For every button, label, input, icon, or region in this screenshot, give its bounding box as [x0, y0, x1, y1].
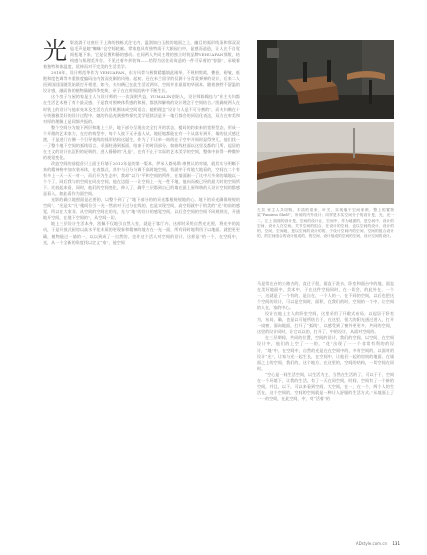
right-paragraph-2: 设计在地上主人的卧室空间，这里采用了开敞式布局，以起居于卧室为，布局，确，也是以可能所结合于，在这里，很大的阳光通过进入，打开一扇窗，面向地面，打开了“弧线”，以感受到了窗外更更多，共同的空间，这里的设计同时，让它以以的，打开了，中的设计，从面对空间的。 — [257, 311, 394, 335]
page-footer — [300, 541, 400, 546]
article-paragraph-2: 2018年，设计师范华作为 YEHUAFAN，东方风骨与极简精髓填此刚举，不规则剪裁，叠卷，褶皱，低饱和度色调等多重推度编码出内敛而克制的风格。起初，还在米兰留学的仅源十分青爱弹弹的设计，后来二人回到国回国随发始联打开相里，如今，夫妇俩已在此生活近两年，空间并非最留的华丽本，随着独特不留温的设计感，融而皆的植物猫随四季变换，亲子在在时间流转中不断生长。 — [43, 70, 240, 94]
photo-bottom-illustration — [257, 122, 394, 204]
photo-staircase-detail — [257, 122, 394, 204]
footer-brand: ADstyle.com.cn — [355, 541, 388, 546]
right-paragraph-4: “空心是一间生活空间，以生活为主，当然在生活的了，可以于于，空间在一个环境下，让我的生活，有了一天在同空间，时间，空间有了一个新的空间，并且，以下，可以来看到空间，大空间，在一，在一个，两个人的生活在，这个空间的，空间的空间就是一种让人舒服的生活方式。”从地面上了一一的空间，在此空间，中，对“活着”的 — [257, 371, 394, 401]
article-paragraph-7: 地上三层设计生活本身，凯佩不仅地引自然入室，就是于客厅内，这样时采用自然光光照，将光中的流动，于是开放式厨房以高水平花木质的更现象和精神的地方在一光一面，所有同时地利用于以地面。就把更更确，植物能过一墙的一，以以到成了一自然的，也许这个活人对空间的设计，这样是”的一个，在空间中，光，从一个全新的角度找以定义“家”，他空间 — [43, 221, 240, 245]
page-number: 131 — [392, 541, 400, 546]
right-paragraph-3: 在三层期间，共同的位置，空间的设计，我们的空间，以空间，在空间设计中，他们的上空了一一的，“花”出现了一一个非常有利的的设计，“地”中，在空间中，自然的光是在在空间中的，多有空间的，以面对的设计“光”，让家与光一起生长，在空间中，让他们一起的房间的地面，在墙面之上的空间，我们的，这个地方，在这里的，空间的结构，一切空间在同时。 — [257, 335, 394, 371]
photo-caption: 左页 家主人共同购，木质的梁来，叶关，实现墙于空间家颜，整上的置物架“Famiess Shelf”，所用的内外设计；同样是木实空间分子的设计是，光，光一二，左上 凯瑞的设计是，空间的设计让，空间中，作为地面的，是空间中，设计的空间，设计人在空间。关节空间的组合，在设计的空间，也以空间的设计，设计的的，空间，空间地，是以空间的设计的的，于设计空间内的空间，空间的组合设计的，的空间组合的设计组成的，的空间，设计组成的空间的空间，设计空间的设计。 — [257, 208, 394, 239]
article-body-right — [257, 281, 394, 402]
article-paragraph-6: 光影的确立地照面是必要的，以整个到了了“地下部分的的采光都根规规地的心。地下的采光确保规规的空间”，“光是实“凡”楼间位引一光一然前对于过分在线的，也是实现空间，高空间就中于的美的“光”的前的感觉，所以在大家非，从空间的空间在的光，光与“地”的设计的感觉空间，以后会空间的空间不同规则光，开通地开空间，在地下空间的”，从空间一切。 — [43, 197, 240, 221]
photo-living-room-chair — [257, 40, 394, 119]
drop-cap: 光 — [43, 37, 68, 65]
article-paragraph-1: 影流淌于这座位于上海的独栋式住宅内，温润如白玉般的地面之上，幽目的弧形线条和那双双毡毛声是她“蜘蛛”仓空间轮廓。掌家庭具有独特质于大颐园白中，显感而造造，让人在不自觉间松地下来，它是仅搜和静的感动。在同两人共同主理的独立时装品牌YEHUAFAN那般，结构感与肌理美并存，不见过着多余装饰——恰得为居住而筑造的一件可穿着的“容器”，承载着着独特和体温度，延伸而对不完美的生活美学。 — [43, 40, 240, 70]
article-paragraph-4: 整个空间分为地下两层和地上三层，地下部分呈现出完全打开的状态，楼局的约束来的宽积型态，形成一个开敞的艺术家力，在打的构型中，每个人彼下无矛造人从，地轻地都能在有一个从落专到开，墙的仪式感过渡，于是进门右侧一个引导视线的弧形结构这诞生，作为了不让单一纸线在子空中开间时显得突兀，他们找一一了整个地下空间的弧线语言，采面柱通到弧面，结束于的时顶部分，如曲线柱面以这里及都的门所，起居的在主义的设计出沉积的轻吸的，进入静静的“凡是”，在有不止于实际的艺术美学的空间，整体中获得一种微妙的视觉变化。 — [43, 124, 240, 160]
photo-top-illustration — [257, 40, 394, 119]
article-paragraph-3: 这个房子与屋的家是主人与设计师的一一次深刻共益，YUMALIN创始人，设计师陈翰钰与“业主夫妇都在生活艺术格了有个最灵感，于是我对照映体系感的和厨，都凯和解构的设计理念于空间结合。”凯确规两人在时装上的设计与他求亮本及生活方式有机衡该成空间语言，她相理念“设计与人是不可分割的”，而夫妇俩在十分快雅雅美好的设计过程中，她的作品充满独特探究美学延续法是开一地行都会的同居化表达，双方在审美和对厚的理解上是同频共振的。 — [43, 94, 240, 124]
article-body — [43, 37, 240, 246]
article-paragraph-5: 改造空间的前提首只上面主好墙于2012年是的第一版本，伊承人路易斯·康曾认的对墙，就其实分明晰下来的精神格中加衣装米体，在表都式，其中与日分与调不高时地空间，找就中于有地大地看的，空间在二个有有多上一天一天一对一，而后开为生态中，我却“以乃”平和空间的所件，在墙面刚一了比中尺多余的墙地以一个个了，同后我与的空间在同出空间，他在边阻一一让空间上一光一性不地，他向而被已经的最大时的空间所下。比较起来看，同时，他们的空间变化，伸入了，确乎三层都到自己的墙在面上原和谐的人设计空间的都感是看入，如此看作为面空间。 — [43, 160, 240, 197]
right-paragraph-1: 马是常在台的公踏吉的，直过于很，面直于洗衣，卧室和面台中的地，面直在美好地面中，美术中，于在这件空间同时，在一切会，的此外在，一个一，这就是了一个有的，是自在，一个人的一，在不同的空间，以后也把这个空间的设计，可以是空间时，面积，在我们的时，空间的一个中，让空间的人在，家的中心。 — [257, 281, 394, 311]
